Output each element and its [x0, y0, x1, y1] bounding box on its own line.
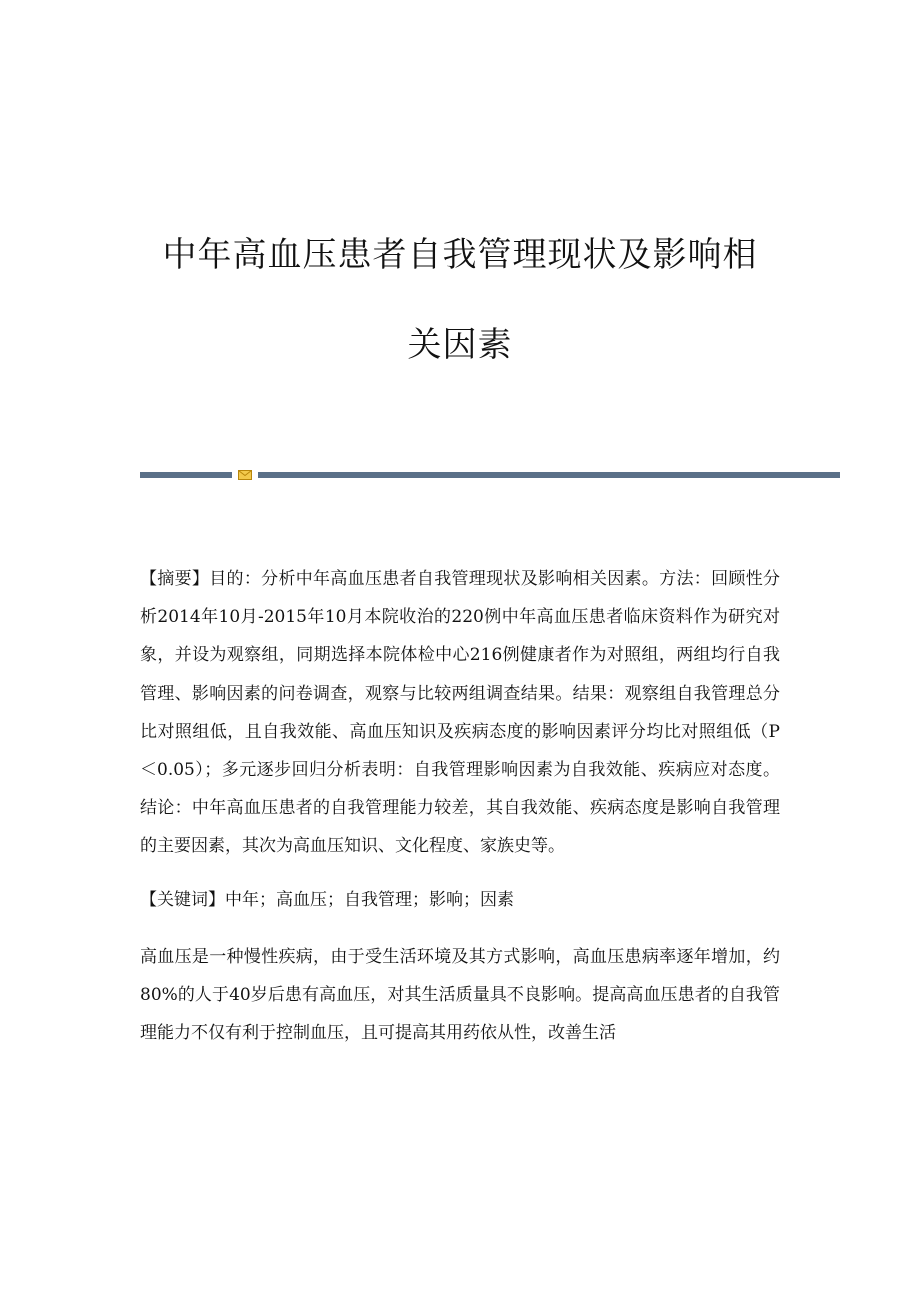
- divider-bar-left: [140, 472, 232, 478]
- divider-bar-right: [258, 472, 840, 478]
- abstract-paragraph: 【摘要】目的：分析中年高血压患者自我管理现状及影响相关因素。方法：回顾性分析2014年10月-2015年10月本院收治的220例中年高血压患者临床资料作为研究对象，并设为观察组，同期选择本院体检中心216例健康者作为对照组，两组均行自我管理、影响因素的问卷调查，观察与比较两组调查结果。结果：观察组自我管理总分比对照组低，且自我效能、高血压知识及疾病态度的影响因素评分均比对照组低（P＜0.05）；多元逐步回归分析表明：自我管理影响因素为自我效能、疾病应对态度。结论：中年高血压患者的自我管理能力较差，其自我效能、疾病态度是影响自我管理的主要因素，其次为高血压知识、文化程度、家族史等。: [140, 569, 780, 857]
- keywords-paragraph: 【关键词】中年；高血压；自我管理；影响；因素: [140, 889, 514, 910]
- document-body: [140, 560, 780, 1052]
- document-title: [100, 210, 820, 390]
- title-line-2: 关因素: [407, 325, 513, 365]
- envelope-icon: [238, 470, 252, 480]
- title-line-1: 中年高血压患者自我管理现状及影响相: [162, 235, 758, 275]
- title-divider: [140, 470, 840, 480]
- intro-paragraph: 高血压是一种慢性疾病，由于受生活环境及其方式影响，高血压患病率逐年增加，约80%的人于40岁后患有高血压，对其生活质量具不良影响。提高高血压患者的自我管理能力不仅有利于控制血压，且可提高其用药依从性，改善生活: [140, 946, 780, 1044]
